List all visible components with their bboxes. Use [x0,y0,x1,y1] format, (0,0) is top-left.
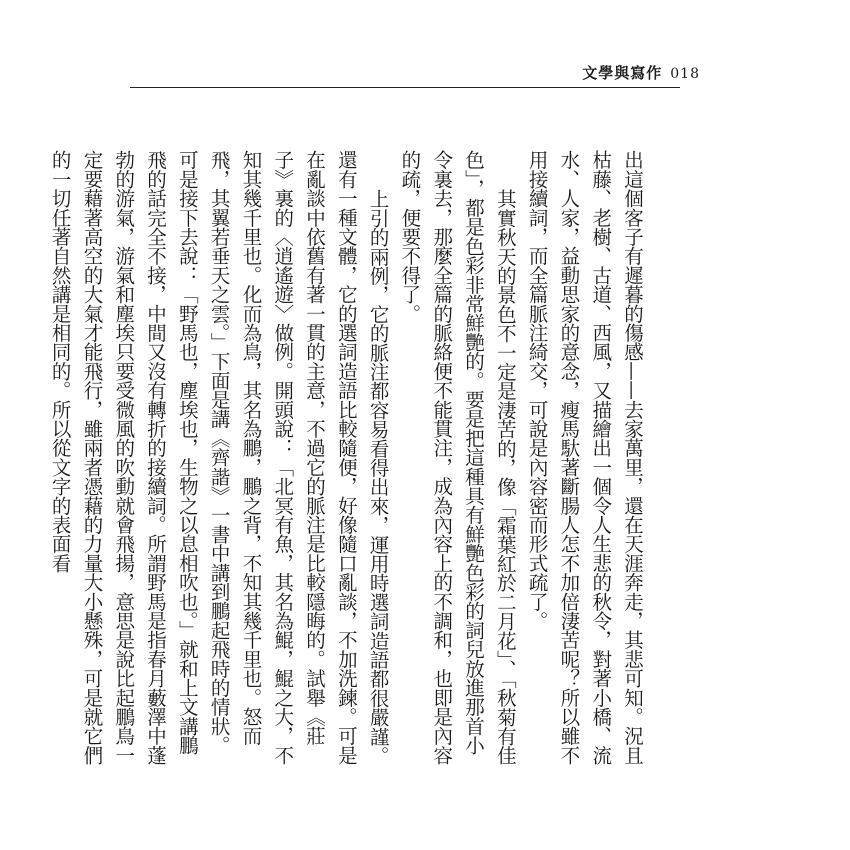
paragraph: 上引的兩例，它的脈注都容易看得出來，運用時選詞造語都很嚴謹。還有一種文體，它的選詞造語比較隨便，好像隨口亂談，不加洗鍊。可是在亂談中依舊有著一貫的主意，不過它的脈注是比較隱晦的。試舉《莊子》裏的〈逍遙遊〉做例。開頭說：「北冥有魚，其名為鯤，鯤之大，不知其幾千里也。化而為鳥，其名為鵬，鵬之背，不知其幾千里也。怒而飛，其翼若垂天之雲。」下面是講《齊諧》一書中講到鵬起飛時的情狀。可是接下去說：「野馬也，塵埃也，生物之以息相吹也。」就和上文講鵬飛的話完全不接，中間又沒有轉折的接續詞。所謂野馬是指春月藪澤中蓬勃的游氣，游氣和塵埃只要受微風的吹動就會飛揚，意思是說比起鵬鳥一定要藉著高空的大氣才能飛行，雖兩者憑藉的力量大小懸殊，可是就它們的一切任著自然講是相同的。所以從文字的表面看 [48,150,390,766]
body-text [48,150,648,770]
header-rule [130,87,680,88]
book-title: 文學與寫作 [582,64,663,82]
paragraph: 其實秋天的景色不一定是淒苦的，像「霜葉紅於二月花」、「秋菊有佳色」，都是色彩非常鮮艷的。要是把這種具有鮮艷色彩的詞兒放進那首小令裏去，那麼全篇的脈絡便不能貫注，成為內容上的不調和，也即是內容的疏，便要不得了。 [398,150,517,765]
page-number: 018 [670,66,700,82]
paragraph: 出這個客子有遲暮的傷感——去家萬里，還在天涯奔走，其悲可知。況且枯藤、老樹、古道、西風，又描繪出一個令人生悲的秋令，對著小橋、流水、人家，益動思家的意念，瘦馬馱著斷腸人怎不加倍淒苦呢？所以雖不用接續詞，而全篇脈注綺交，可說是內容密而形式疏了。 [525,150,644,765]
page-header [582,62,700,83]
